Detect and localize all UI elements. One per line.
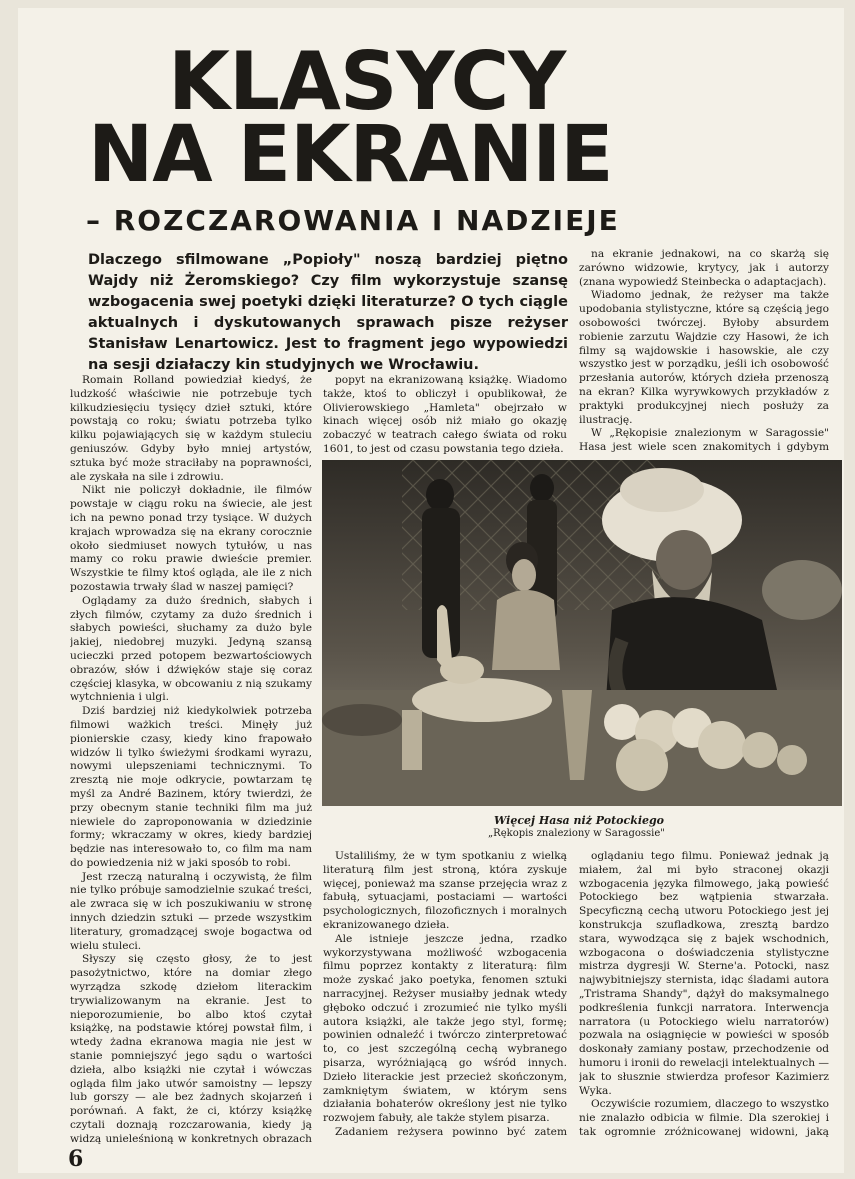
paragraph: na ekranie jednakowi, na co skarżą się zarówno widzowie, krytycy, jak i autorzy (znana wypowiedź Steinbecka o adaptacjach). (579, 248, 829, 288)
photo-caption-title: Więcej Hasa niż Potockiego (494, 814, 665, 827)
photo-caption-subtitle: „Rękopis znaleziony w Saragossie" (488, 828, 665, 839)
lead-paragraph: Dlaczego sfilmowane „Popioły" noszą bardziej piętno Wajdy niż Żeromskiego? Czy film wykorzystuje szansę wzbogacenia swej poetyki dzięki literaturze? O tych ciągle aktualnych i dyskutowanych sprawach pisze reżyser Stanisław Lenartowicz. Jest to fragment jego wypowiedzi na sesji działaczy kin studyjnych we Wrocławiu. (88, 252, 568, 373)
film-still-photo (322, 460, 842, 806)
paragraph: Dziś bardziej niż kiedykolwiek potrzeba filmowi ważkich treści. Minęły już pionierskie czasy, kiedy kino frapowało widzów li tylko świeżymi środkami wyrazu, nowymi ulepszeniami technicznymi. To zresztą nie moje odkrycie, powtarzam tę myśl za André Bazinem, który twierdzi, że przy obecnym stanie techniki film ma już niewiele do zaproponowania w dziedzinie formy; wkraczamy w okres, kiedy bardziej będzie nas interesowało to, co film ma nam do powiedzenia niż w jaki sposób to robi. (70, 705, 312, 869)
paragraph: oglądaniu tego filmu. Ponieważ jednak ją miałem, żal mi było straconej okazji wzbogacenia języka filmowego, jaką powieść Potockiego bez wątpienia stwarzała. Specyficzną cechą utworu Potockiego jest jej konstrukcja szufladkowa, zresztą bardzo stara, wywodząca się z bajek wschodnich, wzbogacona o doświadczenia stylistyczne mistrza dygresji W. Sterne'a. Potocki, nasz najwybitniejszy sternista, idąc śladami autora „Tristrama Shandy", dążył do maksymalnego podkreślenia funkcji narratora. Interwencja narratora (u Potockiego wielu narratorów) pozwala na osiągnięcie w powieści w sposób doskonały zamiany postaw, przechodzenie od humoru i ironii do rewelacji intelektualnych — jak to słusznie stwierdza profesor Kazimierz Wyka. (579, 850, 829, 1097)
paragraph: Ustaliliśmy, że w tym spotkaniu z wielką literaturą film jest stroną, która zyskuje więcej, ponieważ ma szanse przejęcia wraz z fabułą, sytuacjami, postaciami — wartości psychologicznych, filozoficznych i moralnych ekranizowanego dzieła. (323, 850, 567, 931)
paragraph: Ale istnieje jeszcze jedna, rzadko wykorzystywana możliwość wzbogacenia filmu poprzez kontakty z literaturą: film może zyskać jako poetyka, fenomen sztuki narracyjnej. Reżyser musiałby jednak wtedy głęboko odczuć i zrozumieć nie tylko myśli autora książki, ale także jego styl, formę; powinien odnaleźć i twórczo zinterpretować to, co jest szczególną cechą wybranego pisarza, wyróżniającą go wśród innych. Dzieło literackie jest przecież skończonym, zamkniętym światem, w którym sens działania bohaterów określony jest nie tylko rozwojem fabuły, ale także stylem pisarza. (323, 932, 567, 1125)
paragraph: Zadaniem reżysera powinno być zatem (335, 1125, 567, 1138)
title-line-1: KLASYCY (168, 35, 566, 128)
column-middle-top (323, 374, 567, 456)
title-line-2: NA EKRANIE (88, 110, 613, 200)
paragraph: W „Rękopisie znalezionym w Saragossie" Hasa jest wiele scen znakomitych i gdybym (579, 427, 829, 454)
paragraph: Słyszy się często głosy, że to jest pasożytnictwo, które na domiar złego wyrządza szkodę dziełom literackim trywializowanym na ekranie. Jest to nieporozumienie, bo albo ktoś czytał książkę, na podstawie której powstał film, i wtedy żadna ekranowa magia nie jest w stanie pomniejszyć jego sądu o wartości dzieła, albo książki nie czytał i wówczas ogląda film jako utwór samoistny — lepszy lub gorszy — ale bez żadnych skojarzeń i porównań. A fakt, że ci, którzy książkę czytali doznają rozczarowania, kiedy ją widzą unieleśnioną w konkretnych obrazach (70, 953, 312, 1144)
column-left (70, 374, 312, 1144)
paragraph: Oglądamy za dużo średnich, słabych i złych filmów, czytamy za dużo średnich i słabych powieści, słuchamy za dużo byle jakiej, niedobrej muzyki. Jedyną szansą ucieczki przed potopem bezwartościowych obrazów, słów i dźwięków staje się coraz częściej klasyka, w obcowaniu z nią szukamy wytchnienia i ulgi. (70, 594, 312, 704)
paragraph: Jest rzeczą naturalną i oczywistą, że film nie tylko próbuje samodzielnie szukać treści, ale zwraca się w ich poszukiwaniu w stronę innych dziedzin sztuki — przede wszystkim literatury, gromadzącej swoje bogactwa od wielu stuleci. (70, 870, 312, 952)
paragraph: Wiadomo jednak, że reżyser ma także upodobania stylistyczne, które są częścią jego osobowości twórczej. Byłoby absurdem robienie zarzutu Wajdzie czy Hasowi, że ich filmy są wajdowskie i hasowskie, ale czy wszystko jest w porządku, jeśli ich osobowość przesłania autorów, których dzieła przenoszą na ekran? Kilka wyrywkowych przykładów z praktyki produkcyjnej niech posłuży za ilustrację. (579, 289, 829, 426)
page-number: 6 (68, 1146, 84, 1172)
subtitle: – ROZCZAROWANIA I NADZIEJE (86, 204, 620, 237)
column-right-bottom (579, 850, 829, 1140)
paragraph: Oczywiście rozumiem, dlaczego to wszystko nie znalazło odbicia w filmie. Dla szerokiej i tak ogromnie zróżnicowanej widowni, jaką (579, 1098, 829, 1138)
magazine-page (18, 8, 844, 1173)
paragraph: Romain Rolland powiedział kiedyś, że ludzkość właściwie nie potrzebuje tych kilkudziesięciu tysięcy dzieł sztuki, które powstają co roku; światu potrzeba tylko kilku pojawiających się w każdym stuleciu geniuszów. Gdyby było mniej artystów, sztuka być może straciłaby na poprawności, ale zyskała na sile i zdrowiu. (70, 374, 312, 483)
column-middle-bottom (323, 850, 567, 1140)
paragraph: popyt na ekranizowaną książkę. Wiadomo także, ktoś to obliczył i opublikował, że Olivierowskiego „Hamleta" obejrzało w kinach więcej osób niż miało go okazję zobaczyć w teatrach całego świata od roku 1601, to jest od czasu powstania tego dzieła. (323, 374, 567, 455)
column-right-top (579, 248, 829, 456)
paragraph: Nikt nie policzył dokładnie, ile filmów powstaje w ciągu roku na świecie, ale jest ich na pewno ponad trzy tysiące. W dużych krajach wprowadza się na ekrany corocznie około siedmiuset nowych tytułów, u nas mamy co roku prawie dwieście premier. Wszystkie te filmy ktoś ogląda, ale ile z nich pozostawia trwały ślad w naszej pamięci? (70, 484, 312, 593)
